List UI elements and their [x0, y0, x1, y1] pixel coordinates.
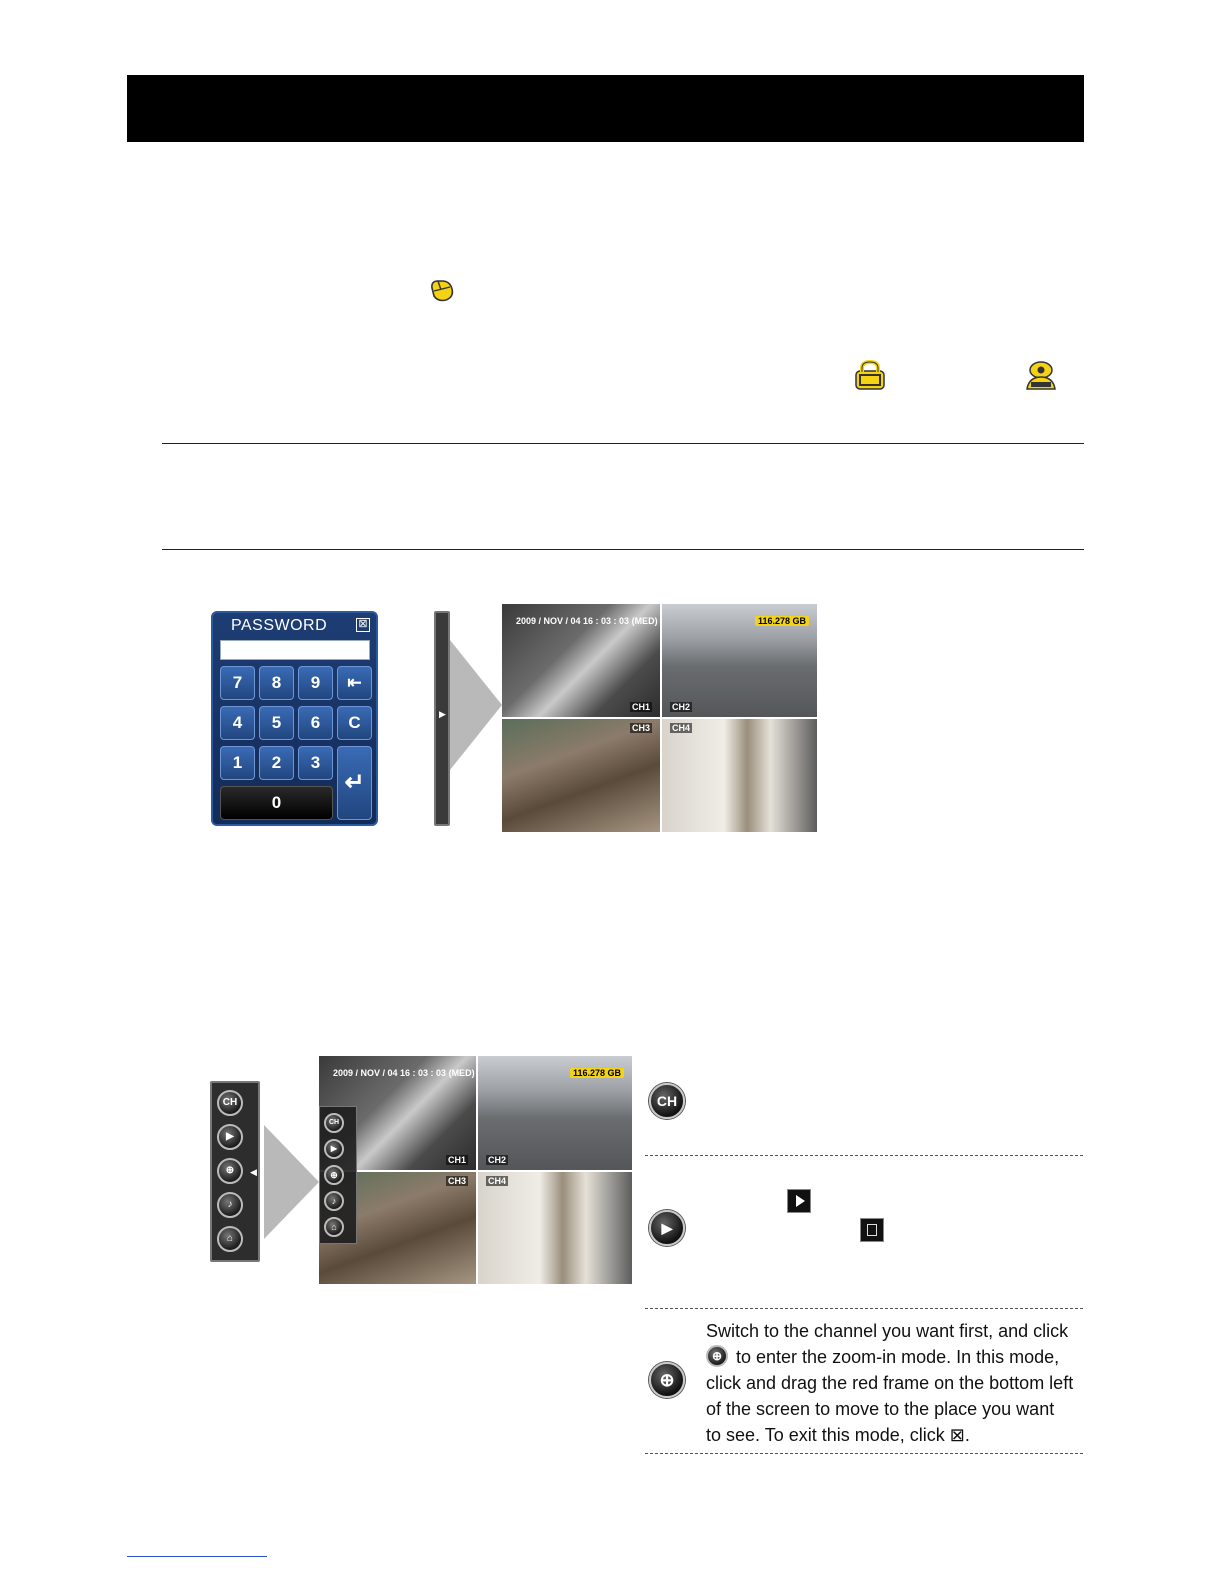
key-7[interactable]: 7: [220, 666, 255, 700]
channel-label: CH1: [631, 702, 650, 712]
key-5[interactable]: 5: [259, 706, 294, 740]
user-key-icon: [1024, 360, 1058, 390]
zoom-in-icon[interactable]: ⊕: [217, 1158, 243, 1184]
footer-link-underline[interactable]: [127, 1556, 267, 1557]
zoom-in-icon[interactable]: ⊕: [324, 1165, 344, 1185]
zoom-text-line-3: click and drag the red frame on the bottom left: [706, 1373, 1074, 1393]
ptz-icon[interactable]: ⌂: [217, 1226, 243, 1252]
key-3[interactable]: 3: [298, 746, 333, 780]
channel-icon[interactable]: CH: [217, 1090, 243, 1116]
live-view-quad-2: [319, 1056, 632, 1284]
channel-label: CH3: [631, 723, 650, 733]
playback-button-icon: ▶: [649, 1210, 685, 1246]
channel-label: CH2: [488, 1155, 507, 1165]
play-small-icon: [787, 1189, 811, 1213]
zoom-button-icon: ⊕: [649, 1362, 685, 1398]
zoom-text-line-2-wrap: [706, 1344, 1086, 1370]
camera-feed-ch4[interactable]: [662, 719, 817, 832]
key-9[interactable]: 9: [298, 666, 333, 700]
play-icon[interactable]: ▶: [217, 1124, 243, 1150]
camera-feed-ch3[interactable]: [502, 719, 660, 832]
expand-arrow-icon[interactable]: ▶: [439, 709, 446, 719]
zoom-text-line-4: of the screen to move to the place you want: [706, 1399, 1055, 1419]
quick-menu-panel: [210, 1081, 260, 1262]
hdd-capacity-badge: 116.278 GB: [755, 616, 809, 626]
keypad-title: PASSWORD: [231, 617, 328, 634]
close-icon[interactable]: ⊠: [356, 618, 370, 632]
note-divider-bottom: [162, 549, 1084, 550]
osd-datetime: 2009 / NOV / 04 16 : 03 : 03 (MED): [333, 1068, 475, 1078]
channel-label: CH4: [672, 723, 691, 733]
key-0[interactable]: 0: [220, 786, 333, 820]
collapse-arrow-icon[interactable]: ◀: [250, 1167, 257, 1177]
key-4[interactable]: 4: [220, 706, 255, 740]
audio-icon[interactable]: ♪: [324, 1191, 344, 1211]
osd-datetime: 2009 / NOV / 04 16 : 03 : 03 (MED): [516, 616, 658, 626]
play-icon[interactable]: ▶: [324, 1139, 344, 1159]
camera-feed-ch1[interactable]: [502, 604, 660, 717]
lock-icon: [853, 360, 887, 390]
search-list-icon: [860, 1218, 884, 1242]
channel-button-icon: CH: [649, 1083, 685, 1119]
zoom-text-line-5: to see. To exit this mode, click ⊠.: [706, 1425, 970, 1445]
zoom-inline-icon: ⊕: [706, 1345, 728, 1367]
row-divider: [645, 1453, 1083, 1454]
backspace-key[interactable]: ⇤: [337, 666, 372, 700]
collapsed-quick-menu[interactable]: [434, 611, 450, 826]
key-2[interactable]: 2: [259, 746, 294, 780]
channel-label: CH4: [488, 1176, 507, 1186]
zoom-text-line-2: to enter the zoom-in mode. In this mode,: [736, 1347, 1060, 1367]
pointer-arrow-2: [264, 1125, 319, 1239]
channel-label: CH2: [672, 702, 691, 712]
key-8[interactable]: 8: [259, 666, 294, 700]
zoom-text-line-1: Switch to the channel you want first, and click: [706, 1321, 1069, 1341]
camera-feed-ch4[interactable]: [478, 1172, 632, 1284]
ptz-icon[interactable]: ⌂: [324, 1217, 344, 1237]
row-divider: [645, 1308, 1083, 1309]
clear-key[interactable]: C: [337, 706, 372, 740]
channel-label: CH1: [447, 1155, 466, 1165]
password-keypad: [211, 611, 378, 826]
channel-icon[interactable]: CH: [324, 1113, 344, 1133]
pointer-arrow: [450, 640, 502, 770]
enter-key[interactable]: ↵: [337, 746, 372, 820]
row-divider: [645, 1155, 1083, 1156]
note-divider-top: [162, 443, 1084, 444]
live-view-quad: [502, 604, 817, 832]
hdd-capacity-badge: 116.278 GB: [570, 1068, 624, 1078]
camera-feed-ch2[interactable]: [478, 1056, 632, 1170]
key-6[interactable]: 6: [298, 706, 333, 740]
zoom-description: [706, 1318, 1086, 1448]
section-header-bar: [127, 75, 1084, 142]
camera-feed-ch2[interactable]: [662, 604, 817, 717]
quick-menu-overlay: [319, 1106, 357, 1244]
channel-label: CH3: [447, 1176, 466, 1186]
key-1[interactable]: 1: [220, 746, 255, 780]
audio-icon[interactable]: ♪: [217, 1192, 243, 1218]
mouse-icon: [428, 278, 458, 304]
password-field[interactable]: [220, 640, 370, 660]
